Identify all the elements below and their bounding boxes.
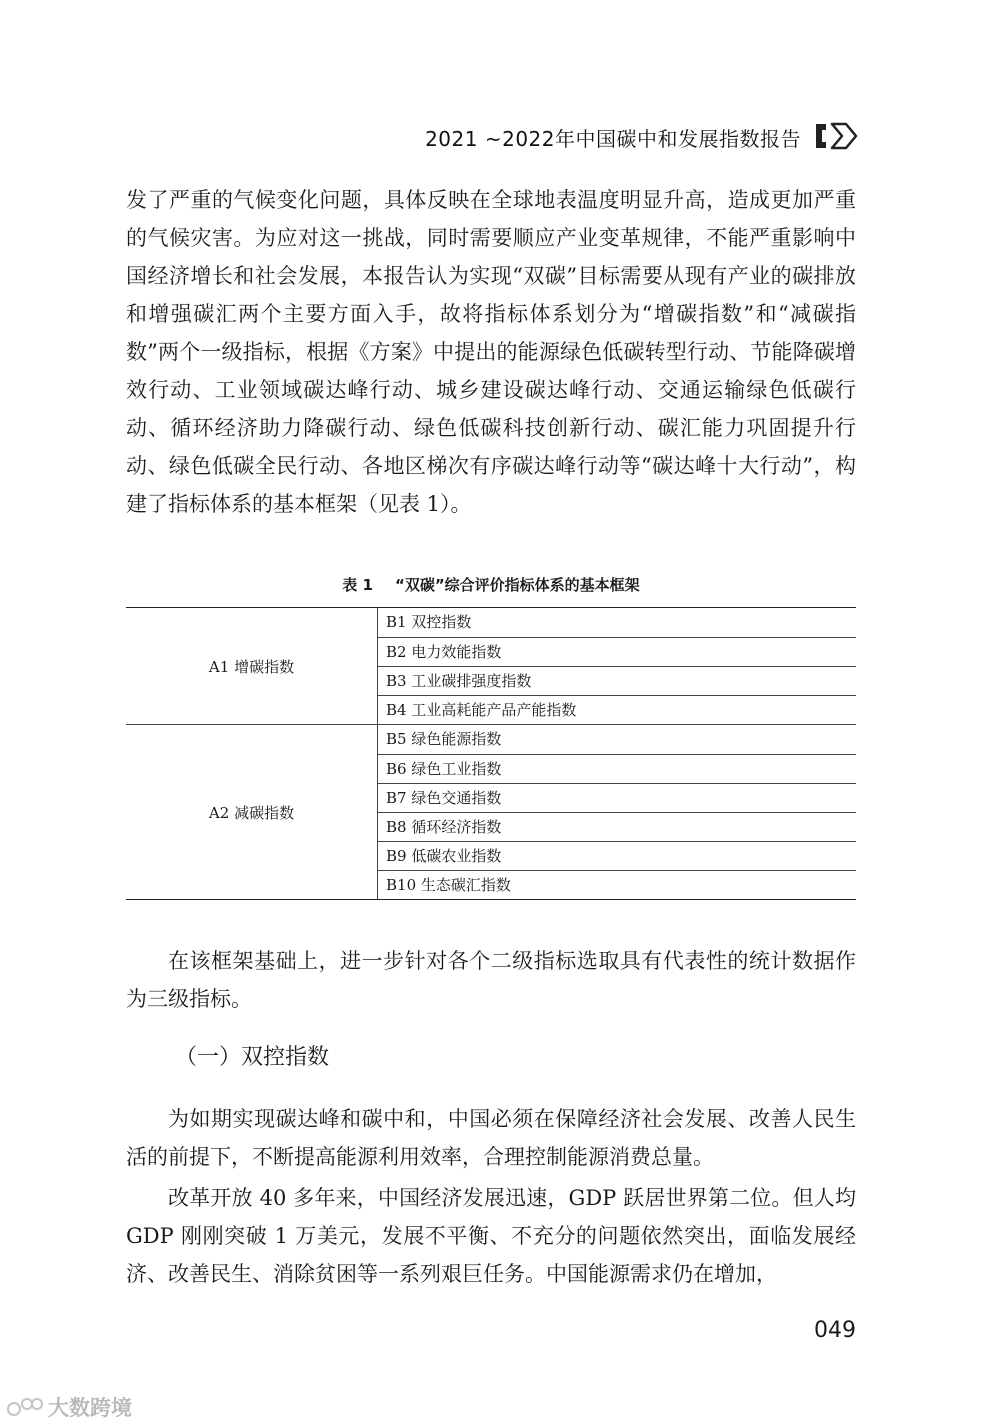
body-paragraph-2: 在该框架基础上，进一步针对各个二级指标选取具有代表性的统计数据作为三级指标。 [126, 949, 856, 1011]
table-group-a2 [126, 724, 856, 899]
body-paragraph-1: 发了严重的气候变化问题，具体反映在全球地表温度明显升高，造成更加严重的气候灾害。为应对这一挑战，同时需要顺应产业变革规律，不能严重影响中国经济增长和社会发展，本报告认为实现“双碳”目标需要从现有产业的碳排放和增强碳汇两个主要方面入手，故将指标体系划分为“增碳指数”和“减碳指数”两个一级指标，根据《方案》中提出的能源绿色低碳转型行动、节能降碳增效行动、工业领域碳达峰行动、城乡建设碳达峰行动、交通运输绿色低碳行动、循环经济助力降碳行动、绿色低碳科技创新行动、碳汇能力巩固提升行动、绿色低碳全民行动、各地区梯次有序碳达峰行动等“碳达峰十大行动”，构建了指标体系的基本框架（见表 1）。 [126, 188, 856, 516]
index-framework-table [126, 607, 856, 900]
table-cell-b8: B8 循环经济指数 [378, 812, 856, 841]
table-cell-b2: B2 电力效能指数 [378, 637, 856, 666]
table-cell-b6: B6 绿色工业指数 [378, 754, 856, 783]
table-cell-b4: B4 工业高耗能产品产能指数 [378, 695, 856, 724]
table-cell-b1: B1 双控指数 [386, 613, 472, 631]
table-cell-b3: B3 工业碳排强度指数 [378, 666, 856, 695]
running-header-title: 2021 ~2022年中国碳中和发展指数报告 [425, 127, 801, 151]
table-cell-a2: A2 减碳指数 [126, 725, 378, 899]
table-cell-b5: B5 绿色能源指数 [386, 730, 502, 748]
table-caption-text: “双碳”综合评价指标体系的基本框架 [394, 576, 640, 594]
table-cell-b10: B10 生态碳汇指数 [378, 870, 856, 899]
running-header [0, 120, 987, 160]
watermark-logo-icon [6, 1396, 44, 1418]
table-caption-number: 表 1 [342, 576, 373, 594]
section-heading: （一）双控指数 [175, 1045, 330, 1070]
chapter-arrow-icon [812, 120, 860, 152]
body-paragraph-3: 为如期实现碳达峰和碳中和，中国必须在保障经济社会发展、改善人民生活的前提下，不断提高能源利用效率，合理控制能源消费总量。 [126, 1107, 856, 1169]
watermark [6, 1392, 132, 1422]
watermark-text: 大数跨境 [48, 1396, 132, 1420]
table-cell-b9: B9 低碳农业指数 [378, 841, 856, 870]
table-group-a1 [126, 608, 856, 724]
table-caption [126, 574, 856, 595]
table-cell-a1: A1 增碳指数 [126, 608, 378, 724]
table-cell-b7: B7 绿色交通指数 [378, 783, 856, 812]
page-number: 049 [814, 1318, 856, 1343]
body-paragraph-4: 改革开放 40 多年来，中国经济发展迅速，GDP 跃居世界第二位。但人均 GDP 刚刚突破 1 万美元，发展不平衡、不充分的问题依然突出，面临发展经济、改善民生、消除贫困等一系列艰巨任务。中国能源需求仍在增加， [126, 1186, 856, 1286]
